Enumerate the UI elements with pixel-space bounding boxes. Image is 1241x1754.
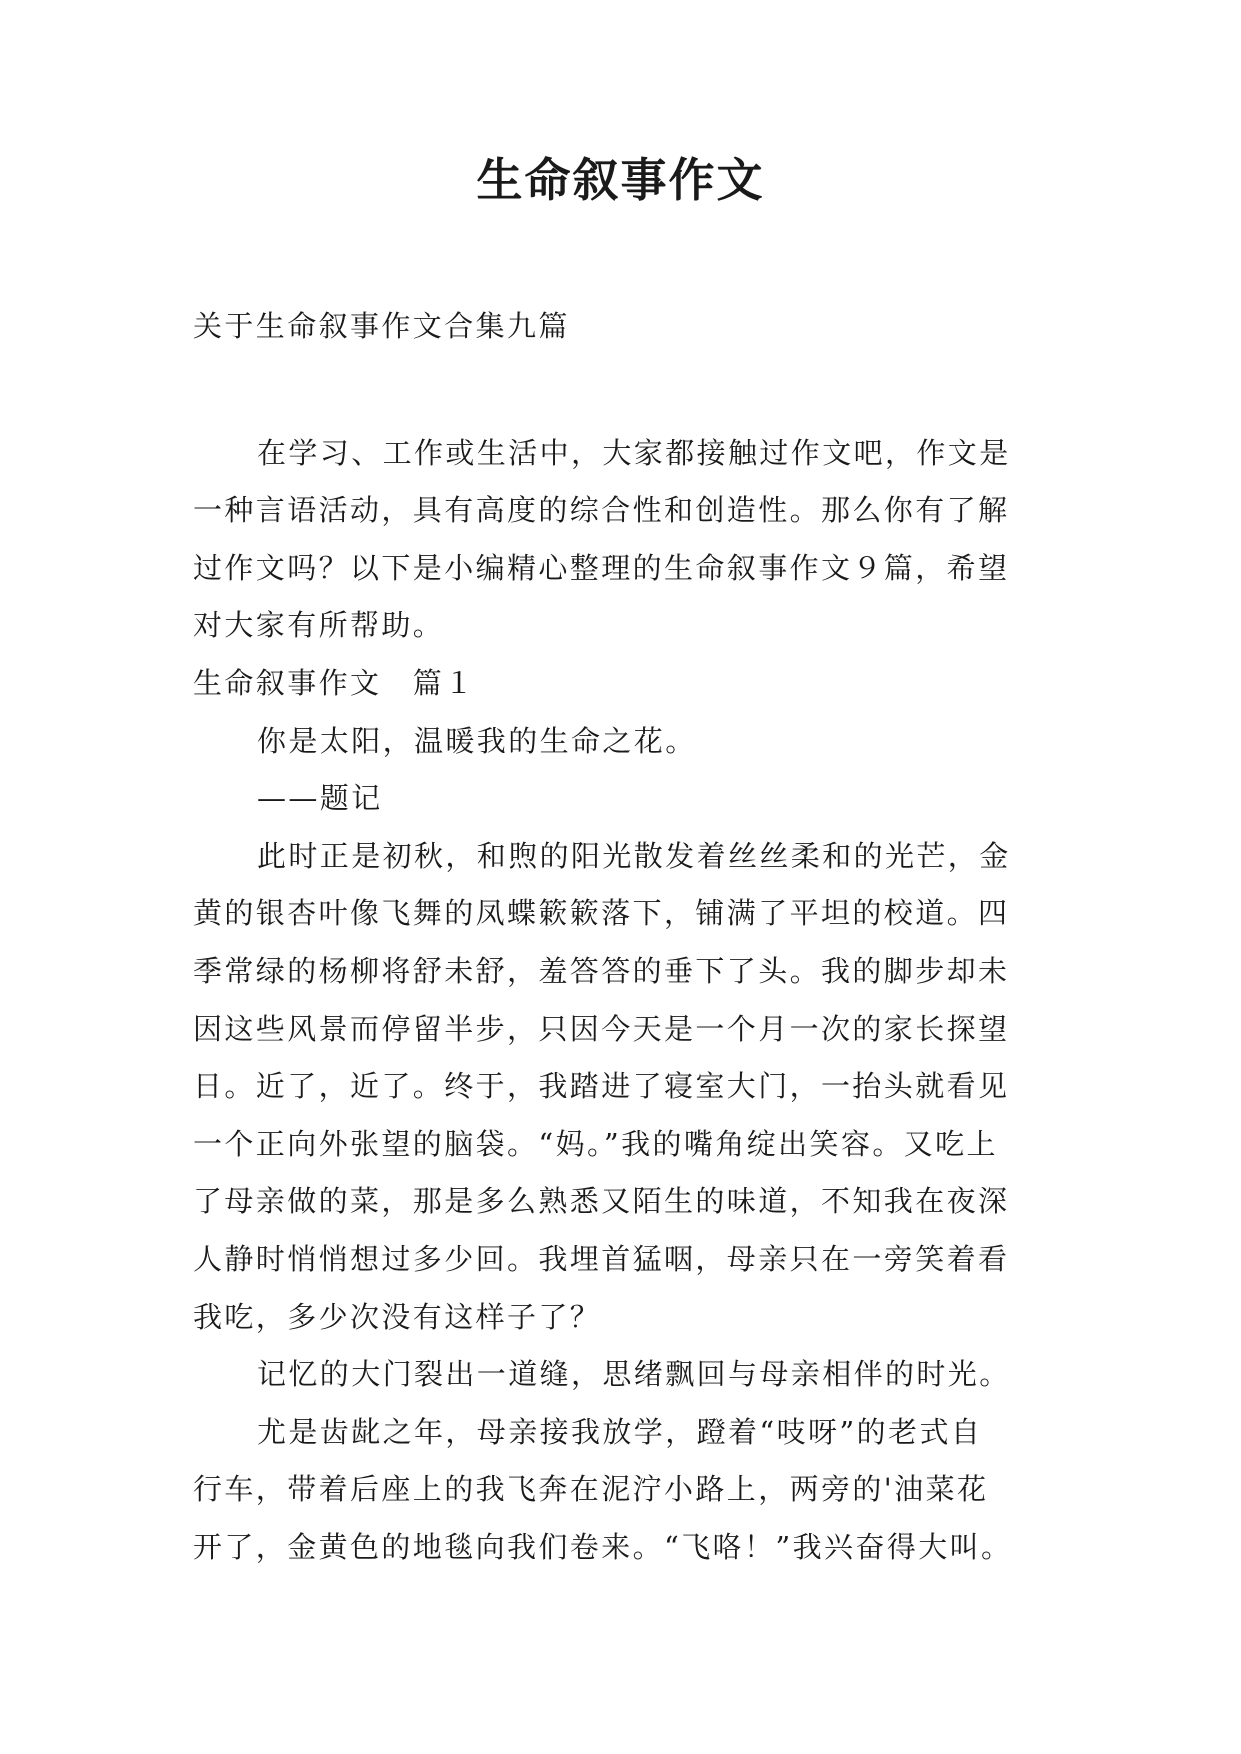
intro-line: 过作文吗？以下是小编精心整理的生命叙事作文９篇，希望 [193, 550, 1010, 585]
intro-line: 在学习、工作或生活中，大家都接触过作文吧，作文是 [257, 435, 1011, 470]
paragraph-line: 了母亲做的菜，那是多么熟悉又陌生的味道，不知我在夜深 [193, 1184, 1010, 1219]
paragraph-line: 季常绿的杨柳将舒未舒，羞答答的垂下了头。我的脚步却未 [193, 953, 1010, 988]
paragraph-line: 尤是齿龀之年，母亲接我放学，蹬着“吱呀”的老式自 [257, 1414, 983, 1449]
paragraph-line: 行车，带着后座上的我飞奔在泥泞小路上，两旁的'油菜花 [193, 1472, 989, 1507]
document-subtitle: 关于生命叙事作文合集九篇 [193, 309, 570, 343]
epigraph: 你是太阳，温暖我的生命之花。 [257, 723, 697, 758]
section-heading: 生命叙事作文 篇１ [193, 665, 476, 700]
paragraph-line: 我吃，多少次没有这样子了？ [193, 1299, 602, 1334]
intro-line: 对大家有所帮助。 [193, 608, 445, 643]
epigraph-attribution: ——题记 [257, 781, 383, 816]
document-title: 生命叙事作文 [476, 153, 765, 207]
document-body [193, 298, 1053, 1576]
paragraph-line: 日。近了，近了。终于，我踏进了寝室大门，一抬头就看见 [193, 1069, 1010, 1104]
intro-line: 一种言语活动，具有高度的综合性和创造性。那么你有了解 [193, 493, 1010, 528]
paragraph-line: 因这些风景而停留半步，只因今天是一个月一次的家长探望 [193, 1011, 1010, 1046]
paragraph-line: 开了，金黄色的地毯向我们卷来。“飞咯！”我兴奋得大叫。 [193, 1529, 1013, 1564]
paragraph-line: 记忆的大门裂出一道缝，思绪飘回与母亲相伴的时光。 [257, 1357, 1011, 1392]
paragraph-line: 此时正是初秋，和煦的阳光散发着丝丝柔和的光芒，金 [257, 838, 1011, 873]
paragraph-line: 人静时悄悄想过多少回。我埋首猛咽，母亲只在一旁笑着看 [193, 1241, 1010, 1276]
paragraph-line: 黄的银杏叶像飞舞的凤蝶簌簌落下，铺满了平坦的校道。四 [193, 896, 1010, 931]
paragraph-line: 一个正向外张望的脑袋。“妈。”我的嘴角绽出笑容。又吃上 [193, 1126, 998, 1161]
